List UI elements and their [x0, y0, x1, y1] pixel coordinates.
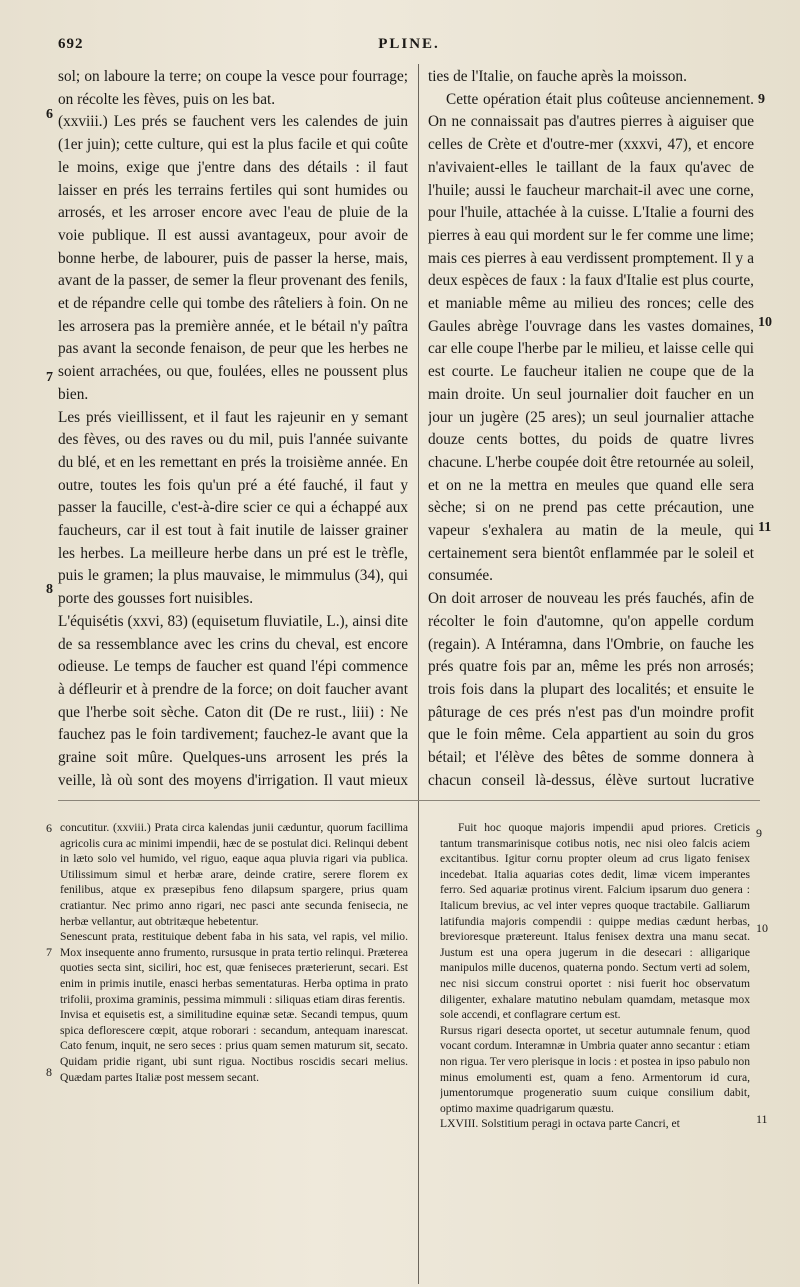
paragraph: Cette opération était plus coûteuse anciennement. On ne connaissait pas d'autres pierres à aiguiser que celles de Crète et d'outre-mer (xxxvi, 47), et encore n'avivaient-elles le taillant de la faux qu'avec de l'huile; aussi le faucheur marchait-il avec une corne, pour l'huile, attachée à la cuisse. L'Italie a fourni des pierres à eau qui mordent sur le fer comme une lime; mais ces pierres à eau verdissent promptement. Il y a deux espèces de faux : la faux d'Italie est plus courte, et maniable même au milieu des ronces; celle des Gaules abrège l'ouvrage dans les vastes domaines, car elle coupe l'herbe par le milieu, et laisse celle qui est courte. Le faucheur italien ne coupe que de la main droite. Un seul journalier doit faucher en un jour un jugère (25 ares); un seul journalier attache douze cents bottes, du poids de quatre livres chacune. L'herbe coupée doit être retournée au soleil, et on ne la mettra en meules que quand elle sera sèche; si on ne prend pas cette précaution, une vapeur s'exhalera au matin de la meule, qui certainement sera bientôt enflammée par le soleil et consumée.: [428, 90, 754, 585]
paragraph: Les prés vieillissent, et il faut les rajeunir en y semant des fèves, ou des raves ou du mil, puis l'année suivante du blé, et en les remettant en prés la troisième année. En outre, toutes les fois qu'un pré a été fauché, il faut y passer la faucille, c'est-à-dire scier ce qui a échappé aux faucheurs, car il est tout à fait inutile de laisser grainer les herbes. La meilleure herbe dans un pré est le trèfle, puis le gramen; la plus mauvaise, le mimmulus (34), qui porte des gousses fort nuisibles.: [58, 408, 408, 608]
page-header: [58, 36, 760, 60]
paragraph: Fuit hoc quoque majoris impendii apud priores. Creticis tantum transmarinisque cotibus notis, nec nisi oleo falcis aciem excitantibus. Igitur cornu propter oleum ad crus ligato fenisex incedebat. Italia aquarias cotes dedit, limæ vicem imperantes ferro. Sed aquariæ protinus virent. Falcium ipsarum duo genera : Italicum brevius, ac vel inter vepres quoque tractabile. Galliarum latifundia majoris compendii : quippe medias cædunt herbas, brevioresque prætereunt. Italus fenisex dextra una manu secat. Justum est una opera jugerum in die desecari : alligarique manipulos mille ducenos, quaterna pondo. Sectum verti ad solem, nec nisi siccum construi oportet : nisi fuerit hoc observatum diligenter, exhalare matutino nebulam quamdam, metasque mox sole accendi, et conflagrare certum est.: [440, 821, 750, 1022]
section-number: 6: [46, 107, 53, 122]
column-divider: [418, 64, 419, 1284]
section-number: 11: [756, 1112, 768, 1126]
paragraph: L'équisétis (xxvi, 83) (equisetum fluviatile, L.), ainsi dite de sa ressemblance avec les crins du cheval, est encore odieuse. Le temps de faucher est quand l'épi commence à défleurir et à prendre de la force; on doit faucher avant que l'herbe soit sèche. Caton dit (De re rust., liii) : Ne fauchez pas le foin tardivement; fauchez-le avant que la graine soit mûre. Quelques-uns arrosent les prés la veille, là où sont des moyens d'irrigation. Il vaut mieux: [58, 612, 408, 789]
section-number: 9: [758, 92, 765, 107]
running-title: PLINE.: [378, 36, 440, 52]
latin-text-left-column: [60, 820, 408, 1275]
paragraph: Invisa et equisetis est, a similitudine equinæ setæ. Secandi tempus, quum spica deflorescere cœpit, atque roborari : secandum, antequam inarescat. Cato fenum, inquit, ne sero seces : prius quam semen maturum sit, secato. Quidam pridie rigant, ubi sunt rigua. Noctibus roscidis secari melius. Quædam partes Italiæ post messem secant.: [60, 1008, 408, 1084]
french-text-left-column: [58, 66, 408, 796]
section-number: 10: [756, 921, 768, 935]
paragraph: (xxviii.) Les prés se fauchent vers les calendes de juin (1er juin); cette culture, qui est la plus facile et qui coûte le moins, exige que j'entre dans des détails : il faut laisser en prés les terrains fertiles qui sont humides ou arrosés, et les arroser encore avec l'eau de pluie de la voie publique. Il est aussi avantageux, pour avoir de bonne herbe, de labourer, puis de passer la herse, mais, avant de la passer, de semer la fleur provenant des fenils, et de répandre celle qui tombe des râteliers à foin. On ne les arrosera pas la première année, et le bétail n'y paîtra pas avant la seconde fenaison, de peur que les herbes ne soient arrachées, ou que, foulées, elles ne poussent plus bien.: [58, 113, 408, 403]
section-number: 7: [46, 945, 52, 959]
paragraph: LXVIII. Solstitium peragi in octava parte Cancri, et: [440, 1117, 680, 1131]
footnote-divider: [58, 800, 760, 801]
section-number: 9: [756, 826, 762, 840]
french-text-right-column: [428, 66, 754, 796]
paragraph: sol; on laboure la terre; on coupe la vesce pour fourrage; on récolte les fèves, puis on les bat.: [58, 68, 408, 108]
section-number: 11: [758, 520, 772, 535]
page-number: 692: [58, 36, 84, 52]
paragraph: Rursus rigari desecta oportet, ut secetur autumnale fenum, quod vocant cordum. Interamnæ in Umbria quater anno secantur : etiam non rigua. Ter vero plerisque in locis : et postea in ipso pabulo non minus emolumenti est, quam a feno. Armentorum id cura, jumentorumque progeneratio suum cuique consilium dabit, optimo maxime quadrigarum quæstu.: [440, 1023, 750, 1115]
section-number: 8: [46, 582, 53, 597]
section-number: 8: [46, 1065, 52, 1079]
latin-text-right-column: [440, 820, 750, 1275]
paragraph: On doit arroser de nouveau les prés fauchés, afin de récolter le foin d'automne, qu'on appelle cordum (regain). A Intéramna, dans l'Ombrie, on fauche les prés quatre fois par an, même les prés non arrosés; trois fois dans la plupart des localités; et ensuite le pâturage de ces prés n'est pas d'un moindre profit que le foin même. Cela appartient au soin du gros bétail; et l'élève des bêtes de somme donnera à chacun conseil là-dessus, élève surtout lucrative: [428, 590, 754, 789]
section-number: 7: [46, 370, 53, 385]
paragraph: concutitur. (xxviii.) Prata circa kalendas junii cæduntur, quorum facillima agricolis cura ac minimi impendii, hæc de se postulat dici. Relinqui debent in læto solo vel humido, vel riguo, eaque aqua pluvia rigari via publica. Utilissimum simul et herbæ arare, deinde cratire, serere florem ex fenilibus, atque ex præsepibus feno dilapsum spargere, prius quam cratiantur. Nec primo anno rigari, nec pasci ante secunda fenisecia, ne herbæ vellantur, aut obtritæque hebetentur.: [60, 821, 408, 928]
section-number: 10: [758, 315, 772, 330]
section-number: 6: [46, 821, 52, 835]
paragraph: ties de l'Italie, on fauche après la moisson.: [428, 68, 687, 85]
paragraph: Senescunt prata, restituique debent faba in his sata, vel rapis, vel milio. Mox insequente anno frumento, rursusque in prata tertio relinqui. Præterea quoties secta sint, siciliri, hoc est, quæ feniseces præterierunt, secari. Est enim in primis inutile, enasci herbas sementaturas. Herba optima in prato trifolii, proxima graminis, pessima mimmuli : siliquas etiam diras ferentis.: [60, 930, 408, 1006]
